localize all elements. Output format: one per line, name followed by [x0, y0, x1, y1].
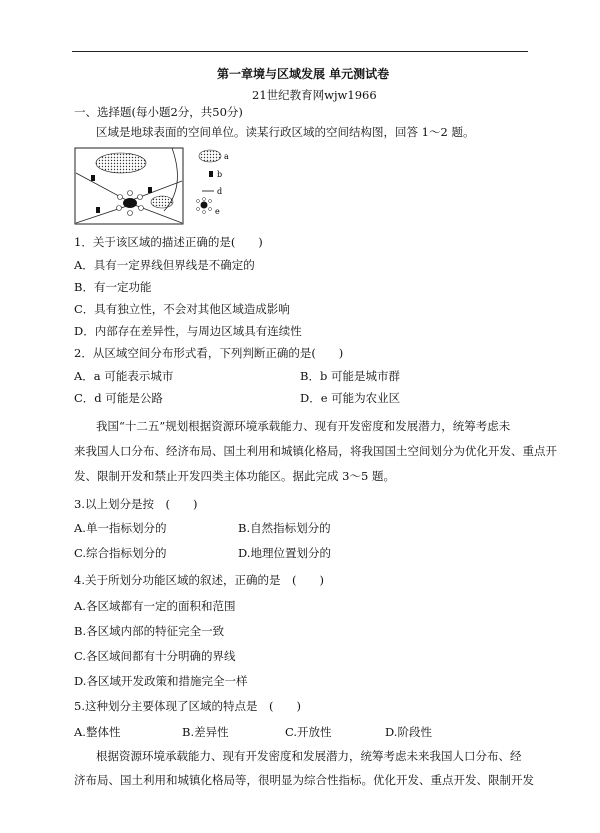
q5-option-c: C.开放性 [285, 725, 332, 739]
legend-a-label: a [224, 152, 229, 161]
region-diagram [74, 147, 244, 227]
satellite-town [139, 206, 144, 211]
satellite-town [118, 195, 123, 200]
header-rule [72, 51, 528, 52]
passage2-line: 济布局、国土利用和城镇化格局等，很明显为综合性指标。优化开发、重点开发、限制开发 [74, 773, 534, 787]
legend-b-symbol [209, 171, 213, 177]
section-heading: 一、选择题(每小题2分，共50分) [74, 105, 243, 119]
q3-option-a: A.单一指标划分的 [74, 521, 167, 535]
legend-e-dot [197, 208, 200, 211]
satellite-town [117, 206, 122, 211]
q2-option-a: A．a 可能表示城市 [74, 369, 174, 383]
source-line: 21世纪教育网wjw1966 [252, 88, 377, 102]
passage1-line: 我国“十二五”规划根据资源环境承载能力、现有开发密度和发展潜力，统筹考虑未 [96, 419, 511, 433]
road-line [76, 205, 130, 223]
legend-e-dot [209, 200, 212, 203]
region-structure-figure [74, 147, 244, 231]
q3-stem: 3.以上划分是按 ( ) [74, 497, 198, 511]
q4-option-c: C.各区域间都有十分明确的界线 [74, 649, 236, 663]
legend-e-dot [197, 200, 200, 203]
q1-option-a: A．具有一定界线但界线是不确定的 [74, 258, 255, 272]
q1-option-d: D．内部存在差异性，与周边区域具有连续性 [74, 324, 302, 338]
q4-stem: 4.关于所划分功能区域的叙述，正确的是 ( ) [74, 573, 324, 587]
legend-e-label: e [215, 207, 220, 216]
point-b [96, 207, 100, 213]
q4-option-d: D.各区域开发政策和措施完全一样 [74, 674, 248, 688]
q2-option-d: D．e 可能为农业区 [300, 391, 401, 405]
city-center-e [123, 198, 137, 208]
legend-b-label: b [217, 170, 223, 179]
q5-option-b: B.差异性 [182, 725, 229, 739]
area-a-large [96, 153, 146, 173]
q3-option-d: D.地理位置划分的 [238, 546, 331, 560]
q2-option-b: B．b 可能是城市群 [300, 369, 400, 383]
q1-option-c: C．具有独立性，不会对其他区域造成影响 [74, 302, 290, 316]
q2-option-c: C．d 可能是公路 [74, 391, 163, 405]
legend-e-dot [209, 208, 212, 211]
q1-stem: 1．关于该区域的描述正确的是( ) [74, 235, 263, 249]
q2-stem: 2．从区域空间分布形式看，下列判断正确的是( ) [74, 346, 344, 360]
legend-e-dot [203, 198, 206, 201]
q5-stem: 5.这种划分主要体现了区域的特点是 ( ) [74, 699, 301, 713]
passage2-line: 根据资源环境承载能力、现有开发密度和发展潜力，统筹考虑未来我国人口分布、经 [96, 749, 522, 763]
q3-option-c: C.综合指标划分的 [74, 546, 167, 560]
legend-a-symbol [199, 150, 221, 162]
q1-option-b: B．有一定功能 [74, 280, 152, 294]
satellite-town [138, 195, 143, 200]
passage1-line: 发、限制开发和禁止开发四类主体功能区。据此完成 3～5 题。 [74, 469, 395, 483]
point-b [91, 175, 95, 181]
q5-option-a: A.整体性 [74, 725, 121, 739]
q4-option-a: A.各区域都有一定的面积和范围 [74, 599, 236, 613]
legend-e-center [201, 202, 208, 209]
page-title: 第一章境与区域发展 单元测试卷 [217, 67, 390, 81]
legend-d-label: d [217, 187, 223, 196]
satellite-town [128, 211, 133, 216]
section-intro: 区域是地球表面的空间单位。读某行政区域的空间结构图，回答 1～2 题。 [96, 125, 475, 139]
legend-e-dot [203, 211, 206, 214]
q3-option-b: B.自然指标划分的 [238, 521, 331, 535]
q4-option-b: B.各区域内部的特征完全一致 [74, 624, 225, 638]
point-b [148, 187, 152, 193]
satellite-town [128, 191, 133, 196]
area-a-small [151, 196, 173, 208]
passage1-line: 来我国人口分布、经济布局、国土利用和城镇化格局，将我国国土空间划分为优化开发、重点开 [74, 444, 557, 458]
q5-option-d: D.阶段性 [385, 725, 432, 739]
